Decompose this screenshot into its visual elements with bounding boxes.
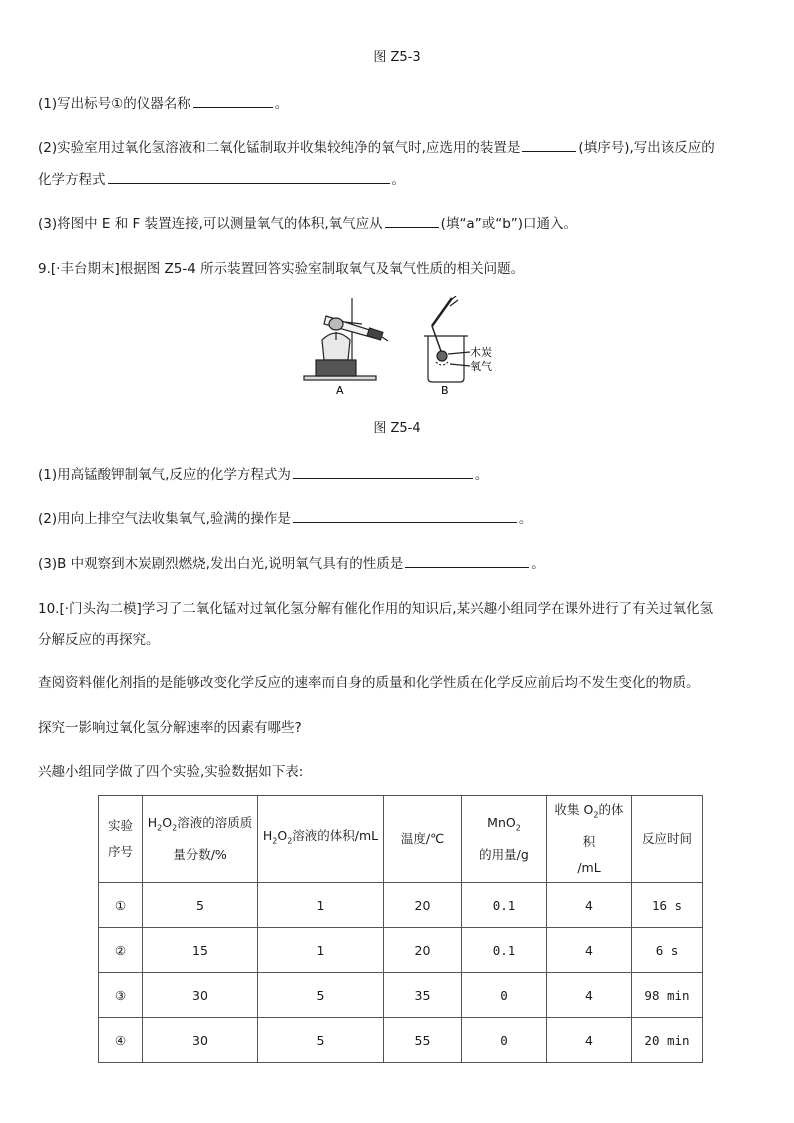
cell-temperature: 55: [384, 1018, 462, 1063]
q8-part3: [38, 212, 577, 232]
q9-part2-text: (2)用向上排空气法收集氧气,验满的操作是: [38, 511, 291, 527]
q8-part3-end: (填“a”或“b”)口通入。: [440, 216, 578, 232]
flame: [329, 318, 343, 330]
header-concentration-l2: 量分数/%: [173, 846, 227, 862]
cell-mno2: 0: [462, 973, 547, 1018]
q9-part3: [38, 552, 545, 572]
tongs: [432, 298, 452, 326]
header-temperature: 温度/℃: [384, 796, 462, 883]
q9-part3-end: 。: [531, 556, 545, 572]
q9-part1: [38, 463, 488, 483]
figure-caption-z5-4: 图 Z5-4: [373, 421, 421, 436]
h2o2-h: H: [147, 815, 158, 831]
cell-mno2: 0: [462, 1018, 547, 1063]
header-trial-no-l2: 序号: [107, 844, 133, 859]
cell-id: ③: [99, 973, 143, 1018]
q9-part2: [38, 507, 532, 527]
cell-time: 98 min: [632, 973, 703, 1018]
experiment-data-table: [98, 795, 703, 1063]
apparatus-figure-z5-4: [300, 296, 505, 398]
header-concentration-l1: [145, 810, 255, 842]
cell-mno2: 0.1: [462, 928, 547, 973]
cell-concentration: 15: [143, 928, 258, 973]
q8-part2-text: (2)实验室用过氧化氢溶液和二氧化锰制取并收集较纯净的氧气时,应选用的装置是: [38, 140, 521, 156]
charcoal: [437, 351, 447, 361]
table-row: [99, 883, 703, 928]
header-volume-rest: 溶液的体积/mL: [292, 828, 379, 844]
cell-o2-volume: 4: [547, 973, 632, 1018]
header-trial-no-l1: 实验: [107, 818, 133, 833]
h2o2-sub2: 2: [172, 823, 178, 833]
h2o2-o: O: [277, 828, 288, 844]
answer-blank[interactable]: [293, 464, 473, 479]
cell-time: 16 s: [632, 883, 703, 928]
cell-temperature: 20: [384, 928, 462, 973]
q8-part3-text: (3)将图中 E 和 F 装置连接,可以测量氧气的体积,氧气应从: [38, 216, 383, 232]
header-concentration-rest: 溶液的溶质质: [177, 815, 253, 831]
q8-part1-end: 。: [274, 96, 289, 112]
q10-info: 查阅资料催化剂指的是能够改变化学反应的速率而自身的质量和化学性质在化学反应前后均不发生变化的物质。: [38, 675, 700, 691]
label-oxygen: 氧气: [470, 360, 492, 373]
header-o2-volume-l2: /mL: [577, 859, 601, 875]
label-b: B: [441, 384, 449, 397]
q10-stem-line1: 10.[·门头沟二模]学习了二氧化锰对过氧化氢分解有催化作用的知识后,某兴趣小组同学在课外进行了有关过氧化氢: [38, 601, 714, 617]
cell-o2-volume: 4: [547, 1018, 632, 1063]
q9-part3-text: (3)B 中观察到木炭剧烈燃烧,发出白光,说明氧气具有的性质是: [38, 556, 404, 572]
h2o2-sub1: 2: [272, 836, 278, 846]
stopper: [367, 328, 383, 340]
header-mno2-l1: [464, 810, 544, 842]
q8-part1: [38, 92, 288, 112]
q10-inquiry: 探究一影响过氧化氢分解速率的因素有哪些?: [38, 720, 302, 736]
q9-stem: 9.[·丰台期末]根据图 Z5-4 所示装置回答实验室制取氧气及氧气性质的相关问题。: [38, 261, 525, 277]
header-reaction-time: 反应时间: [632, 796, 703, 883]
answer-blank[interactable]: [293, 508, 517, 523]
q8-part1-text: (1)写出标号①的仪器名称: [38, 96, 191, 112]
q10-table-intro: 兴趣小组同学做了四个实验,实验数据如下表:: [38, 764, 304, 780]
cell-mno2: 0.1: [462, 883, 547, 928]
q8-part2-line2: [38, 168, 405, 188]
answer-blank[interactable]: [108, 169, 390, 184]
cell-concentration: 30: [143, 973, 258, 1018]
cell-volume: 1: [258, 883, 384, 928]
cell-id: ①: [99, 883, 143, 928]
cell-time: 20 min: [632, 1018, 703, 1063]
header-volume: [258, 796, 384, 883]
table-row: [99, 973, 703, 1018]
mno2-text: MnO: [487, 815, 516, 831]
header-mno2: [462, 796, 547, 883]
o2-pre: 收集 O: [554, 802, 594, 818]
h2o2-h: H: [262, 828, 273, 844]
q10-stem-line2: 分解反应的再探究。: [38, 632, 160, 648]
table-header-row: [99, 796, 703, 883]
cell-volume: 1: [258, 928, 384, 973]
stand-base: [304, 376, 376, 380]
cell-concentration: 30: [143, 1018, 258, 1063]
h2o2-sub2: 2: [287, 836, 293, 846]
label-charcoal: 木炭: [470, 346, 492, 359]
figure-caption-z5-3: 图 Z5-3: [373, 50, 421, 65]
answer-blank[interactable]: [385, 213, 439, 228]
cell-concentration: 5: [143, 883, 258, 928]
cell-time: 6 s: [632, 928, 703, 973]
q8-part2: [38, 136, 715, 156]
o2-post: 的体积: [582, 802, 624, 849]
h2o2-sub1: 2: [157, 823, 163, 833]
cell-volume: 5: [258, 1018, 384, 1063]
lamp-block: [316, 360, 356, 376]
header-concentration: [143, 796, 258, 883]
q8-part2-mid: (填序号),写出该反应的: [578, 140, 715, 156]
mno2-sub: 2: [515, 823, 521, 833]
cell-temperature: 20: [384, 883, 462, 928]
header-o2-volume-l1: [549, 797, 629, 855]
cell-id: ②: [99, 928, 143, 973]
label-a: A: [336, 384, 344, 397]
header-o2-volume: [547, 796, 632, 883]
q8-part2-line2-text: 化学方程式: [38, 172, 106, 188]
q9-part2-end: 。: [518, 511, 533, 527]
q9-part1-end: 。: [474, 467, 489, 483]
cell-temperature: 35: [384, 973, 462, 1018]
cell-o2-volume: 4: [547, 928, 632, 973]
answer-blank[interactable]: [522, 137, 576, 152]
q9-part1-text: (1)用高锰酸钾制氧气,反应的化学方程式为: [38, 467, 291, 483]
table-row: [99, 1018, 703, 1063]
table-row: [99, 928, 703, 973]
answer-blank[interactable]: [405, 553, 529, 568]
answer-blank[interactable]: [193, 93, 273, 108]
cell-o2-volume: 4: [547, 883, 632, 928]
cell-id: ④: [99, 1018, 143, 1063]
header-trial-no: [99, 796, 143, 883]
h2o2-o: O: [162, 815, 173, 831]
o2-sub: 2: [593, 810, 599, 820]
header-mno2-l2: 的用量/g: [479, 846, 529, 862]
q8-part2-end: 。: [391, 172, 405, 188]
cell-volume: 5: [258, 973, 384, 1018]
